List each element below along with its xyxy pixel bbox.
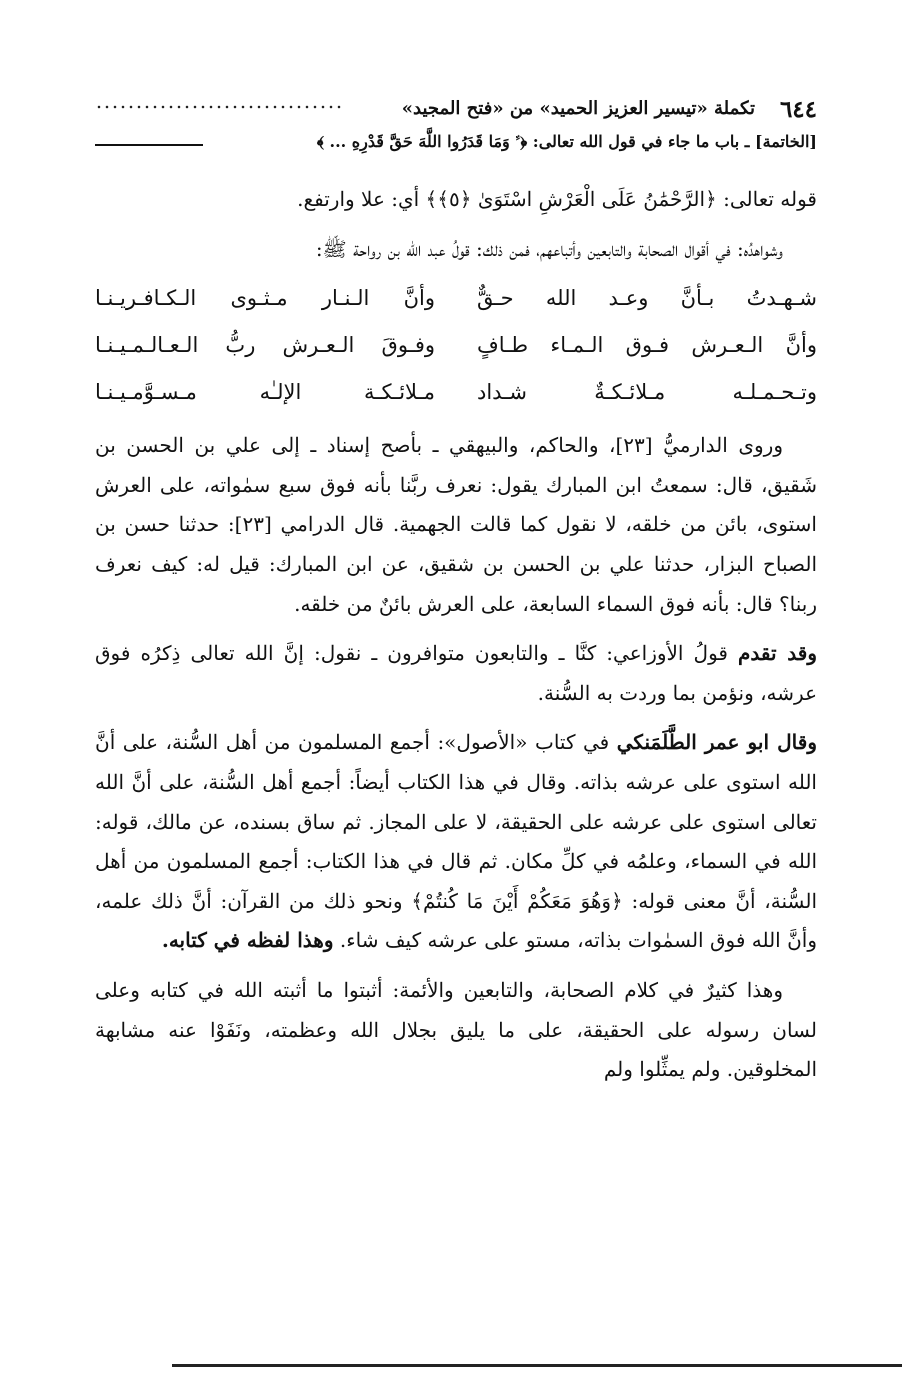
page-number: ٦٤٤	[779, 96, 817, 123]
paragraph-4	[95, 634, 817, 713]
verse-line	[95, 322, 817, 369]
paragraph-3: وروى الدارميُّ [٢٣]، والحاكم، والبيهقي ـ بأصح إسناد ـ إلى علي بن الحسن بن شَقيق، قال: سمعتُ ابن المبارك يقول: نعرف ربَّنا بأنه فوق سبع سمٰواته، على العرش استوى، بائن من خلقه، لا نقول كما قالت الجهمية. قال الدرامي [٢٣]: حدثنا حسن بن الصباح البزار، حدثنا علي بن الحسن بن شقيق، عن ابن المبارك: قيل له: كيف نعرف ربنا؟ قال: بأنه فوق السماء السابعة، على العرش بائنٌ من خلقه.	[95, 433, 817, 616]
verse-hemistich-left: وفـوقَ الـعـرش ربُّ الـعـالـمـيـنـا	[95, 333, 435, 358]
running-title: تكملة «تيسير العزيز الحميد» من «فتح المجيد»	[401, 98, 755, 119]
poem-verses	[95, 275, 817, 416]
paragraph-5-lead: وقال ابو عمر الطَّلَمَنكي	[616, 730, 817, 755]
verse-hemistich-right: وأنَّ الـعـرش فـوق الـمـاء طـافٍ	[477, 333, 817, 358]
paragraph-2: وشواهدُه: في أقوال الصحابة والتابعين وأتباعهم، فمن ذلك: قولُ عبد الله بن رواحة ﷺ:	[315, 236, 783, 261]
body-text	[95, 180, 817, 1090]
verse-line	[95, 275, 817, 322]
paragraph-6: وهذا كثيرٌ في كلام الصحابة، والتابعين والأئمة: أثبتوا ما أثبته الله في كتابه وعلى لسان رسوله على الحقيقة، على ما يليق بجلال الله وعظمته، ونَفَوْا عنه مشابهة المخلوقين. ولم يمثِّلوا ولم	[95, 977, 817, 1082]
chapter-heading: [الخاتمة] ـ باب ما جاء في قول الله تعالى: ﴿ﱢ وَمَا قَدَرُوا اللَّهَ حَقَّ قَدْرِهِ ... ﴾	[316, 132, 817, 151]
footer-rule	[172, 1364, 902, 1367]
page-header	[95, 96, 817, 166]
paragraph-1: قوله تعالى: ﴿الرَّحْمَٰنُ عَلَى الْعَرْشِ اسْتَوَىٰ ﴿٥﴾﴾ أي: علا وارتفع.	[297, 187, 817, 211]
verse-line	[95, 369, 817, 416]
paragraph-5	[95, 723, 817, 961]
verse-hemistich-left: وأنَّ الـنـار مـثـوى الـكـافـريـنـا	[95, 286, 435, 311]
verse-hemistich-left: مـلائـكـة الإلـٰه مـسـوَّمـيـنـا	[95, 380, 435, 405]
header-rule	[95, 144, 203, 146]
paragraph-5-tail: وهذا لفظه في كتابه.	[161, 928, 334, 953]
verse-hemistich-right: شـهـدتُ بـأنَّ وعـد الله حـقٌّ	[477, 286, 817, 311]
paragraph-4-text: قولُ الأوزاعي: كنَّا ـ والتابعون متوافرون ـ نقول: إنَّ الله تعالى ذِكرُه فوق عرشه، ونؤمن بما وردت به السُّنة.	[95, 641, 817, 705]
paragraph-5-text: في كتاب «الأصول»: أجمع المسلمون من أهل السُّنة، على أنَّ الله استوى على عرشه بذاته. وقال في هذا الكتاب أيضاً: أجمع أهل السُّنة، على أنَّ الله تعالى استوى على عرشه على الحقيقة، لا على المجاز. ثم ساق بسنده، عن مالك، قوله: الله في السماء، وعلمُه في كلِّ مكان. ثم قال في هذا الكتاب: أجمع المسلمون من أهل السُّنة، أنَّ معنى قوله: ﴿وَهُوَ مَعَكُمْ أَيْنَ مَا كُنتُمْ﴾ ونحو ذلك من القرآن: أنَّ ذلك علمه، وأنَّ الله فوق السمٰوات بذاته، مستو على عرشه كيف شاء.	[95, 730, 817, 953]
paragraph-4-lead: وقد تقدم	[738, 641, 817, 666]
verse-hemistich-right: وتـحـمـلـه مـلائـكـةٌ شـداد	[477, 380, 817, 405]
leader-dots	[95, 102, 345, 112]
